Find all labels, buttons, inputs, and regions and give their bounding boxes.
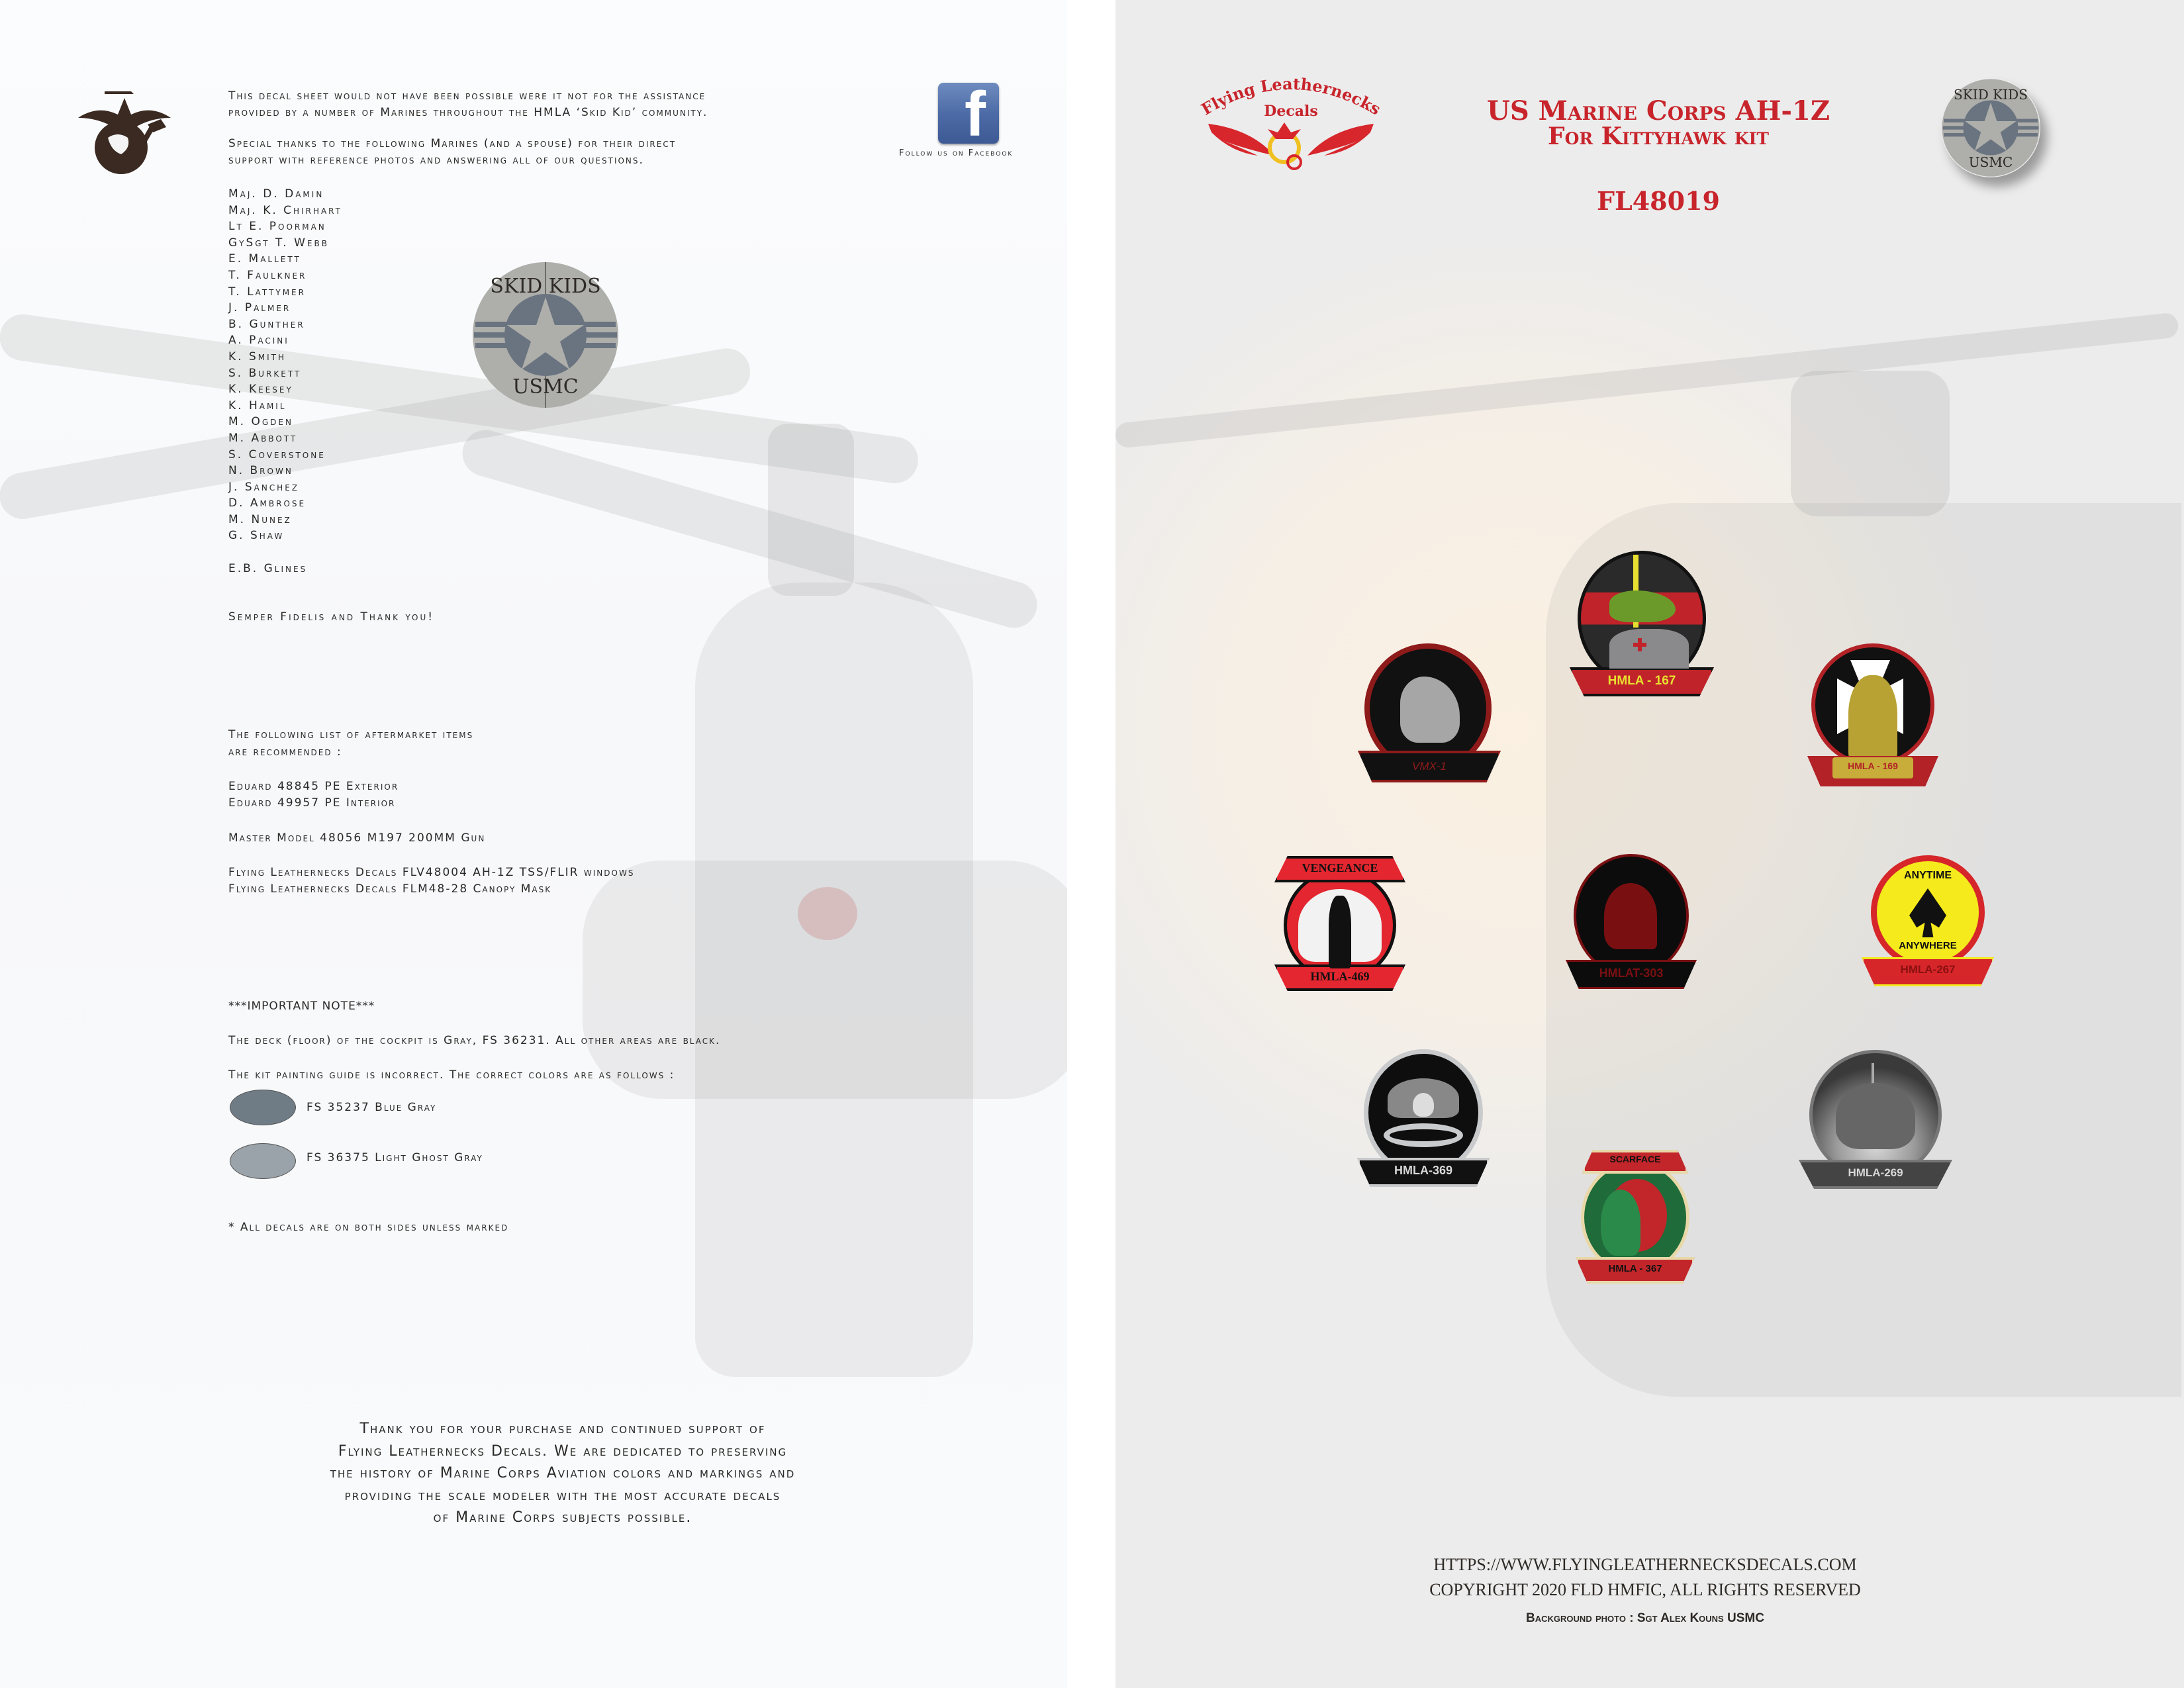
intro-line: provided by a number of Marines throughout the HMLA ‘Skid Kid’ community. — [228, 106, 708, 119]
flying-leathernecks-logo — [1192, 70, 1390, 182]
contributor-name: J. Sanchez — [228, 480, 300, 494]
stone-wall-icon — [1609, 629, 1689, 669]
right-page-cover — [1116, 0, 2184, 1688]
contributor-name: G. Shaw — [228, 529, 285, 543]
svg-text:SKID KIDS: SKID KIDS — [1954, 87, 2028, 103]
contributor-name: B. Gunther — [228, 317, 305, 331]
aftermarket-intro: are recommended : — [228, 745, 342, 759]
copyright-text: COPYRIGHT 2020 FLD HMFIC, ALL RIGHTS RESERVED — [1429, 1580, 1861, 1599]
closing-line: providing the scale modeler with the most accurate decals — [344, 1487, 781, 1504]
cobra-icon — [1601, 1190, 1640, 1256]
patch-vmx-1: VMX-1 — [1358, 643, 1501, 790]
product-subtitle: For Kittyhawk kit — [1548, 122, 1769, 150]
closing-line: Flying Leathernecks Decals. We are dedicated to preserving — [338, 1442, 788, 1460]
photo-credit: Background photo : Sgt Alex Kouns USMC — [1526, 1611, 1764, 1625]
dragon-cobra-icon — [1836, 1083, 1915, 1149]
contributor-name-extra: E.B. Glines — [228, 562, 308, 575]
color-swatch-light-ghost-gray — [230, 1143, 296, 1179]
contributor-name: D. Ambrose — [228, 496, 307, 510]
svg-text:SKID KIDS: SKID KIDS — [490, 275, 601, 298]
website-url[interactable]: HTTPS://WWW.FLYINGLEATHERNECKSDECALS.COM — [1433, 1555, 1857, 1574]
color-swatch-blue-gray — [230, 1090, 296, 1125]
facebook-icon[interactable]: f — [938, 83, 999, 144]
aftermarket-item: Master Model 48056 M197 200MM Gun — [228, 831, 486, 845]
decal-sides-footnote: * All decals are on both sides unless marked — [228, 1221, 509, 1234]
closing-message — [199, 1418, 927, 1529]
bg-rotor-hub — [1791, 371, 1950, 516]
closing-line: of Marine Corps subjects possible. — [433, 1509, 692, 1526]
contributor-name: Lt E. Poorman — [228, 220, 326, 234]
aftermarket-item: Flying Leathernecks Decals FLV48004 AH-1Z TSS/FLIR windows — [228, 866, 635, 879]
patch-hmla-167: HMLA - 167 — [1570, 551, 1714, 702]
bg-sensor-turret — [798, 887, 857, 940]
important-note-title: ***IMPORTANT NOTE*** — [228, 1000, 375, 1013]
bg-rotor-blade — [1116, 312, 2179, 449]
cockpit-deck-note: The deck (floor) of the cockpit is Gray, FS 36231. All other areas are black. — [228, 1034, 721, 1047]
aftermarket-item: Eduard 48845 PE Exterior — [228, 780, 399, 793]
cobra-icon — [1848, 675, 1897, 761]
aftermarket-item: Flying Leathernecks Decals FLM48-28 Canopy Mask — [228, 882, 552, 896]
contributor-name: M. Abbott — [228, 431, 298, 445]
left-page-instructions — [0, 0, 1067, 1688]
contributor-names — [228, 186, 342, 544]
contributor-name: N. Brown — [228, 464, 293, 478]
contributor-name: M. Nunez — [228, 512, 292, 526]
contributor-name: S. Coverstone — [228, 447, 326, 461]
usmc-ega-emblem-icon — [71, 78, 177, 177]
facebook-follow-link[interactable]: Follow us on Facebook — [899, 148, 1014, 158]
contributor-name: K. Hamil — [228, 399, 287, 412]
contributor-name: Maj. K. Chirhart — [228, 203, 342, 217]
contributor-name: S. Burkett — [228, 366, 302, 380]
thanks-line: support with reference photos and answering all of our questions. — [228, 154, 644, 167]
warrior-icon — [1329, 896, 1351, 968]
contributor-name: GySgt T. Webb — [228, 236, 329, 250]
intro-line: This decal sheet would not have been possible were it not for the assistance — [228, 89, 706, 103]
product-code: FL48019 — [1597, 186, 1720, 216]
skid-kids-badge — [1941, 78, 2040, 177]
contributor-name: M. Ogden — [228, 415, 293, 429]
color-label: FS 35237 Blue Gray — [307, 1101, 437, 1114]
contributor-name: Maj. D. Damin — [228, 187, 324, 201]
svg-text:USMC: USMC — [512, 375, 579, 399]
skid-kids-badge — [471, 261, 620, 409]
patch-hmla-169: HMLA - 169 — [1807, 643, 1938, 792]
contributor-name: A. Pacini — [228, 334, 289, 348]
contributor-name: T. Faulkner — [228, 268, 307, 282]
contributor-name: K. Smith — [228, 350, 286, 363]
skull-icon — [1413, 1093, 1434, 1117]
contributor-name: T. Lattymer — [228, 285, 306, 299]
knot-icon — [1384, 1123, 1463, 1147]
color-label: FS 36375 Light Ghost Gray — [307, 1151, 483, 1164]
semper-fi-text: Semper Fidelis and Thank you! — [228, 610, 435, 624]
spartan-helmet-icon — [1604, 883, 1657, 949]
patch-hmla-369: HMLA-369 — [1357, 1049, 1490, 1188]
svg-text:Flying Leathernecks: Flying Leathernecks — [1198, 73, 1384, 119]
patch-hmla-469: VENGEANCE HMLA-469 — [1274, 856, 1405, 992]
thanks-line: Special thanks to the following Marines (and a spouse) for their direct — [228, 137, 677, 150]
patch-hmla-267: ANYTIME ANYWHERE HMLA-267 — [1862, 855, 1994, 988]
product-title: US Marine Corps AH-1Z — [1486, 95, 1830, 126]
page-gutter — [1067, 0, 1116, 1688]
bg-rotor-mast — [768, 424, 854, 596]
contributor-name: E. Mallett — [228, 252, 301, 266]
patch-hmlat-303: HMLAT-303 — [1566, 854, 1697, 992]
svg-text:Decals: Decals — [1264, 103, 1318, 120]
aftermarket-item: Eduard 49957 PE Interior — [228, 796, 396, 810]
aftermarket-intro: The following list of aftermarket items — [228, 728, 474, 741]
patch-hmla-269: HMLA-269 — [1799, 1050, 1952, 1192]
patch-hmla-367: SCARFACE HMLA - 367 — [1569, 1150, 1701, 1286]
painting-guide-note: The kit painting guide is incorrect. The correct colors are as follows : — [228, 1068, 675, 1082]
contributor-name: K. Keesey — [228, 383, 293, 397]
closing-line: Thank you for your purchase and continued support of — [359, 1421, 766, 1437]
contributor-name: J. Palmer — [228, 301, 291, 315]
closing-line: the history of Marine Corps Aviation colors and markings and — [330, 1465, 796, 1481]
svg-text:USMC: USMC — [1968, 154, 2013, 170]
